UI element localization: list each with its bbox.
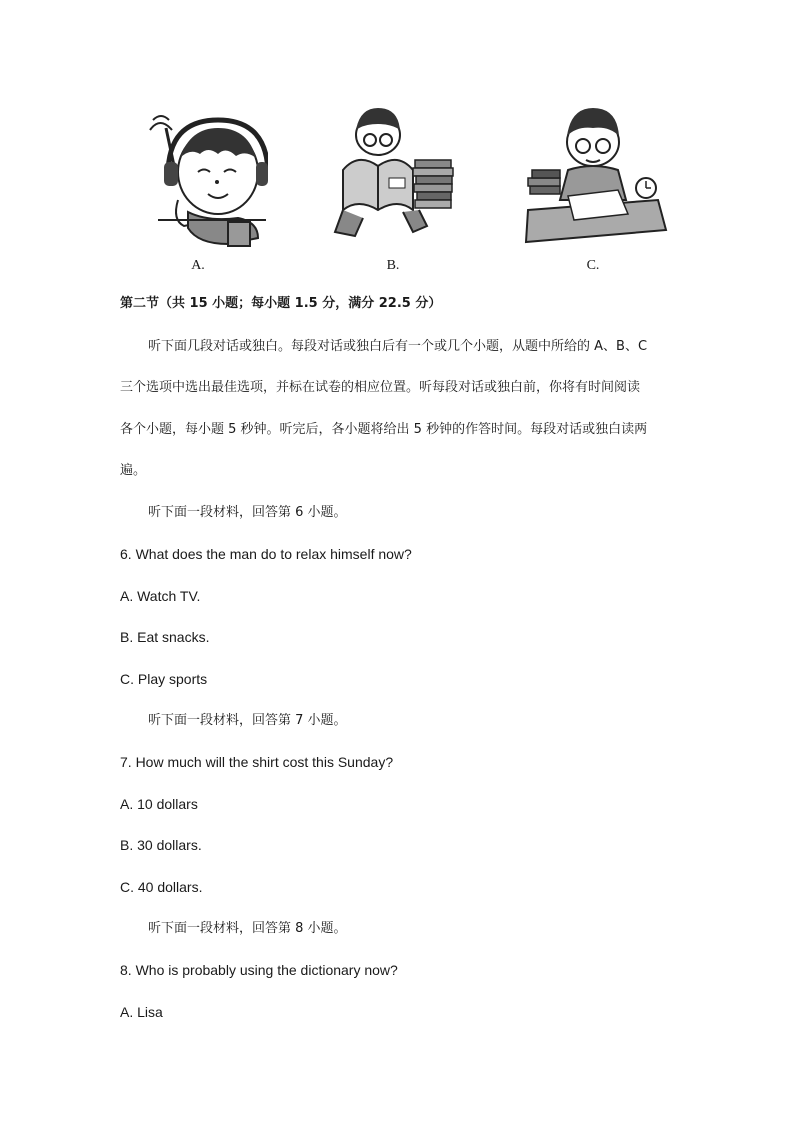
q8-intro: 听下面一段材料，回答第 8 小题。 bbox=[148, 921, 347, 936]
q6-intro: 听下面一段材料，回答第 6 小题。 bbox=[148, 505, 347, 520]
q8-question: 8. Who is probably using the dictionary now? bbox=[120, 962, 398, 978]
instruction-line-2: 三个选项中选出最佳选项，并标在试卷的相应位置。听每段对话或独白前，你将有时间阅读 bbox=[120, 380, 641, 395]
instruction-line-4: 遍。 bbox=[120, 463, 147, 478]
q6-option-c: C. Play sports bbox=[120, 671, 208, 687]
picture-b bbox=[323, 100, 463, 280]
q6-question: 6. What does the man do to relax himself now? bbox=[120, 546, 412, 562]
boy-reading-book-icon bbox=[323, 100, 463, 250]
q7-option-a: A. 10 dollars bbox=[120, 796, 198, 812]
picture-b-label: B. bbox=[386, 258, 400, 273]
picture-a bbox=[128, 100, 268, 280]
q7-option-b: B. 30 dollars. bbox=[120, 837, 202, 853]
q7-option-c: C. 40 dollars. bbox=[120, 879, 203, 895]
picture-c bbox=[518, 100, 668, 280]
q7-question: 7. How much will the shirt cost this Sunday? bbox=[120, 754, 394, 770]
q7-intro: 听下面一段材料，回答第 7 小题。 bbox=[148, 713, 347, 728]
instruction-line-3: 各个小题，每小题 5 秒钟。听完后，各小题将给出 5 秒钟的作答时间。每段对话或独白读两 bbox=[120, 422, 648, 437]
boy-studying-at-desk-icon bbox=[518, 100, 668, 250]
q6-option-b: B. Eat snacks. bbox=[120, 629, 210, 645]
picture-a-label: A. bbox=[191, 258, 205, 273]
picture-c-label: C. bbox=[586, 258, 600, 273]
q8-option-a: A. Lisa bbox=[120, 1004, 163, 1020]
q6-option-a: A. Watch TV. bbox=[120, 588, 201, 604]
picture-options bbox=[118, 100, 678, 280]
boy-with-headphones-icon bbox=[128, 100, 268, 250]
instruction-line-1: 听下面几段对话或独白。每段对话或独白后有一个或几个小题，从题中所给的 A、B、C bbox=[148, 339, 648, 354]
section-title: 第二节（共 15 小题；每小题 1.5 分，满分 22.5 分） bbox=[120, 296, 442, 311]
